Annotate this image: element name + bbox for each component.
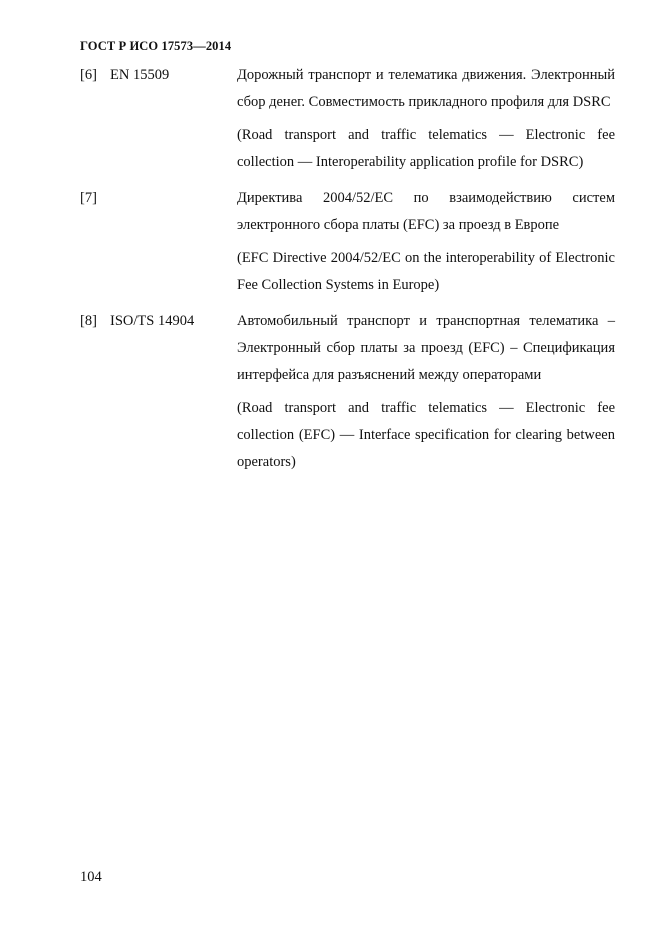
page-number: 104 [80, 869, 102, 885]
entry-title-english: (EFC Directive 2004/52/EC on the interoperability of Electronic Fee Collection Systems in Europe) [237, 250, 615, 293]
entry-title-russian: Директива 2004/52/EC по взаимодействию систем электронного сбора платы (EFC) за проезд в Европе [237, 190, 615, 233]
entry-standard-code: ISO/TS 14904 [110, 313, 195, 329]
bibliography-entry [80, 308, 615, 476]
bibliography-list [80, 62, 615, 485]
entry-title-russian: Дорожный транспорт и телематика движения. Электронный сбор денег. Совместимость прикладного профиля для DSRC [237, 67, 615, 110]
entry-titles [237, 62, 615, 176]
entry-titles [237, 185, 615, 299]
entry-titles [237, 308, 615, 476]
document-header: ГОСТ Р ИСО 17573—2014 [80, 39, 232, 53]
entry-standard-code: EN 15509 [110, 67, 170, 83]
entry-title-english: (Road transport and traffic telematics — Electronic fee collection — Interoperability application profile for DSRC) [237, 127, 615, 170]
entry-number: [8] [80, 313, 97, 329]
entry-title-russian: Автомобильный транспорт и транспортная телематика – Электронный сбор платы за проезд (EFC) – Спецификация интерфейса для разъяснений между операторами [237, 313, 615, 383]
bibliography-entry [80, 62, 615, 176]
entry-number: [7] [80, 190, 97, 206]
entry-title-english: (Road transport and traffic telematics — Electronic fee collection (EFC) — Interface specification for clearing between operators) [237, 400, 615, 470]
entry-number: [6] [80, 67, 97, 83]
bibliography-entry [80, 185, 615, 299]
